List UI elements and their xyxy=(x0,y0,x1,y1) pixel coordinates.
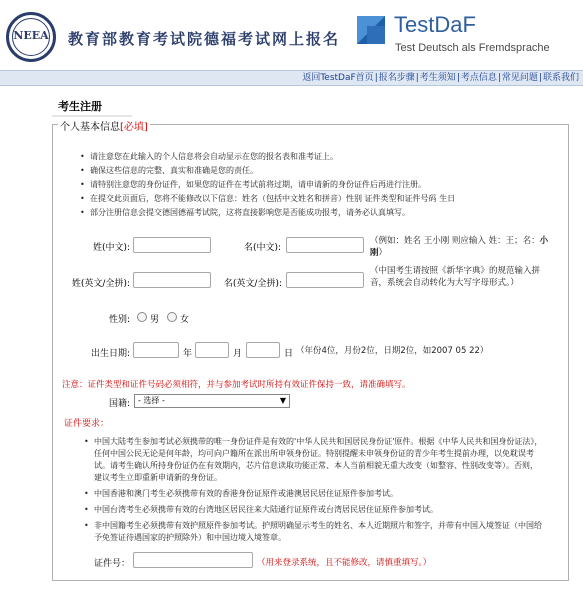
notice-item: • 请特别注意您的身份证件，如果您的证件在考试前将过期，请申请新的身份证件后再进行注册。 xyxy=(78,178,548,192)
nav-separator: | xyxy=(497,73,501,83)
given-en-input[interactable] xyxy=(286,272,364,288)
name-cn-hint-text: （例如：姓名 王小刚 则应输入 姓：王；名： xyxy=(370,236,540,246)
id-requirement-item: • 中国香港和澳门考生必须携带有效的香港身份证原件或港澳居民居住证原件参加考试。 xyxy=(84,488,544,500)
nav-link-home[interactable]: 返回TestDaF首页 xyxy=(302,73,374,83)
gender-male-radio[interactable] xyxy=(137,312,147,322)
top-nav xyxy=(0,70,583,86)
fieldset-legend xyxy=(58,118,150,133)
nav-link-faq[interactable]: 常见问题 xyxy=(501,73,538,83)
legend-required: [必填] xyxy=(120,122,148,133)
id-requirement-item: • 中国大陆考生参加考试必须携带的唯一身份证件是有效的'中华人民共和国居民身份证'原件。根据《中华人民共和国身份证法》，任何中国公民无论是何年龄，均可向户籍所在派出所申领身份证。特别提醒未申领身份证的青少年考生提前办理，以免耽误考试。请考生确认所持身份证仍在有效期内，芯片信息读取功能正常、本人当前相貌无重大改变（如整容、性别改变等）。否则，建议考生立即重新申请新的身份证。 xyxy=(84,436,544,484)
gender-female-label: 女 xyxy=(180,315,190,325)
name-cn-hint xyxy=(370,235,550,259)
country-selected-value: - 选择 - xyxy=(138,396,165,405)
given-cn-input[interactable] xyxy=(286,237,364,253)
id-warning: 注意：证件类型和证件号码必须相符，并与参加考试时所持有效证件保持一致，请准确填写。 xyxy=(62,380,411,390)
name-cn-hint-bold: 小刚 xyxy=(370,236,549,258)
gender-label: 性别: xyxy=(108,315,130,325)
name-cn-hint-end: ） xyxy=(378,248,388,258)
id-requirements-label: 证件要求： xyxy=(64,419,110,429)
nav-link-steps[interactable]: 报名步骤 xyxy=(378,73,415,83)
notice-item: • 请注意您在此输入的个人信息将会自动显示在您的报名表和准考证上。 xyxy=(78,150,548,164)
neea-logo-text: NEEA xyxy=(13,29,49,42)
testdaf-brand-subtitle: Test Deutsch als Fremdsprache xyxy=(395,42,550,54)
id-requirement-item: • 非中国籍考生必须携带有效护照原件参加考试。护照明确显示考生的姓名、本人近期照片和签字，并带有中国入境签证（中国给予免签证待遇国家的护照除外）和中国边境入境签章。 xyxy=(84,520,544,544)
gender-male-label: 男 xyxy=(150,315,160,325)
birth-year-input[interactable] xyxy=(133,342,179,358)
legend-text: 个人基本信息 xyxy=(60,122,120,133)
birth-day-input[interactable] xyxy=(246,342,280,358)
id-number-hint: （用来登录系统，且不能修改，请慎重填写。） xyxy=(257,558,432,568)
logo-shape-square xyxy=(367,26,385,44)
nav-link-contact[interactable]: 联系我们 xyxy=(542,73,579,83)
country-label: 国籍: xyxy=(108,399,130,409)
notice-item: • 在提交此页面后，您将不能修改以下信息：姓名（包括中文姓名和拼音）性别 证件类型和证件号码 生日 xyxy=(78,192,548,206)
given-en-label: 名(英文/全拼): xyxy=(223,279,282,289)
testdaf-brand-name[interactable]: TestDaF xyxy=(394,12,476,37)
surname-en-label: 姓(英文/全拼): xyxy=(71,279,130,289)
name-en-hint: （中国考生请按照《新华字典》的规范输入拼音，系统会自动转化为大写字母形式。） xyxy=(370,266,541,288)
id-number-input[interactable] xyxy=(133,552,253,568)
birth-day-unit: 日 xyxy=(284,349,294,359)
given-cn-label: 名(中文): xyxy=(243,243,281,253)
nav-link-notice[interactable]: 考生须知 xyxy=(419,73,456,83)
notice-list xyxy=(78,150,548,220)
nav-link-centers[interactable]: 考点信息 xyxy=(460,73,497,83)
birth-label: 出生日期: xyxy=(90,349,130,359)
nav-separator: | xyxy=(538,73,542,83)
birth-year-unit: 年 xyxy=(183,349,193,359)
birth-hint: （年份4位，月份2位，日期2位，如2007 05 22） xyxy=(296,346,489,356)
id-requirement-item: • 中国台湾考生必须携带有效的台湾地区居民往来大陆通行证原件或台湾居民居住证原件参加考试。 xyxy=(84,504,544,516)
notice-item: • 部分注册信息会提交德国德福考试院，这将直接影响您是否能成功报考，请务必认真填写。 xyxy=(78,206,548,220)
page-title: 考生注册 xyxy=(58,100,102,113)
surname-en-input[interactable] xyxy=(133,272,211,288)
birth-month-input[interactable] xyxy=(195,342,229,358)
id-number-label: 证件号： xyxy=(93,559,130,569)
page-header xyxy=(0,0,583,70)
birth-month-unit: 月 xyxy=(233,349,243,359)
surname-cn-label: 姓(中文): xyxy=(92,243,130,253)
chevron-down-icon: ▼ xyxy=(279,396,286,405)
id-requirements-list xyxy=(84,436,544,548)
gender-female-radio[interactable] xyxy=(167,312,177,322)
surname-cn-input[interactable] xyxy=(133,237,211,253)
notice-item: • 确保这些信息的完整、真实和准确是您的责任。 xyxy=(78,164,548,178)
site-title: 教育部教育考试院德福考试网上报名 xyxy=(68,30,341,48)
title-underline xyxy=(52,115,132,117)
nav-separator: | xyxy=(456,73,460,83)
nav-separator: | xyxy=(415,73,419,83)
testdaf-logo-icon[interactable] xyxy=(357,16,385,44)
nav-separator: | xyxy=(374,73,378,83)
neea-logo[interactable] xyxy=(6,12,56,62)
country-select[interactable] xyxy=(134,394,290,408)
